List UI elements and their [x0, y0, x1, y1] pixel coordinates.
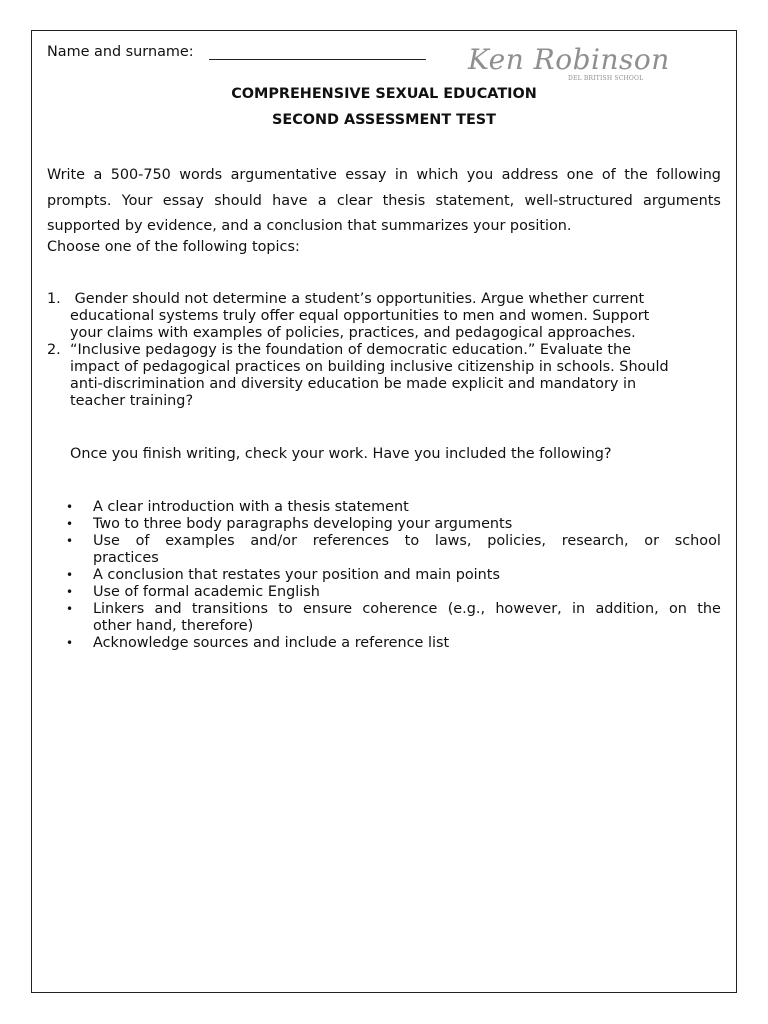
topic-line: Gender should not determine a student’s opportunities. Argue whether current [70, 291, 645, 307]
bullet-icon: • [66, 534, 74, 548]
name-surname-label: Name and surname: [47, 44, 194, 60]
bullet-icon: • [66, 500, 74, 514]
checklist-item [66, 516, 721, 533]
checklist [66, 499, 721, 652]
bullet-icon: • [66, 585, 74, 599]
bullet-icon: • [66, 602, 74, 616]
checklist-item [66, 533, 721, 567]
school-logo [468, 43, 670, 85]
topic-line: anti-discrimination and diversity education be made explicit and mandatory in [70, 376, 637, 392]
topic-line: teacher training? [70, 393, 194, 409]
checklist-intro: Once you finish writing, check your work. Have you included the following? [70, 446, 612, 462]
instructions-paragraph [47, 163, 721, 240]
topic-line: educational systems truly offer equal opportunities to men and women. Support [70, 308, 650, 324]
checklist-line: A conclusion that restates your position and main points [93, 567, 500, 583]
checklist-line: Acknowledge sources and include a reference list [93, 635, 450, 651]
instructions-line: Write a 500-750 words argumentative essay in which you address one of the following [47, 167, 721, 183]
topic-line: your claims with examples of policies, practices, and pedagogical approaches. [70, 325, 636, 341]
logo-name: Ken Robinson [468, 43, 670, 76]
checklist-line: Use of examples and/or references to laws, policies, research, or school [93, 533, 721, 549]
document-title: COMPREHENSIVE SEXUAL EDUCATION [231, 86, 537, 102]
instructions-line: prompts. Your essay should have a clear thesis statement, well-structured arguments [47, 192, 721, 209]
checklist-line: Two to three body paragraphs developing your arguments [93, 516, 513, 532]
bullet-icon: • [66, 568, 74, 582]
document-subtitle: SECOND ASSESSMENT TEST [272, 112, 496, 128]
checklist-line: practices [93, 550, 159, 566]
topic-number: 1. [47, 291, 61, 307]
topic-item [47, 291, 721, 342]
topic-line: “Inclusive pedagogy is the foundation of democratic education.” Evaluate the [70, 342, 631, 358]
bullet-icon: • [66, 636, 74, 650]
checklist-line: A clear introduction with a thesis statement [93, 499, 409, 515]
topic-line: impact of pedagogical practices on building inclusive citizenship in schools. Should [70, 359, 669, 375]
logo-subtitle: DEL BRITISH SCHOOL [568, 75, 644, 82]
checklist-item [66, 584, 721, 601]
name-surname-line [209, 59, 426, 60]
checklist-item [66, 499, 721, 516]
checklist-line: other hand, therefore) [93, 618, 254, 634]
topic-number: 2. [47, 342, 61, 358]
instructions-line: supported by evidence, and a conclusion that summarizes your position. [47, 218, 572, 235]
choose-topic-text: Choose one of the following topics: [47, 239, 300, 255]
checklist-item [66, 601, 721, 635]
bullet-icon: • [66, 517, 74, 531]
checklist-item [66, 567, 721, 584]
checklist-item [66, 635, 721, 652]
checklist-line: Linkers and transitions to ensure coherence (e.g., however, in addition, on the [93, 601, 721, 617]
topic-list [47, 291, 721, 410]
topic-item [47, 342, 721, 410]
checklist-line: Use of formal academic English [93, 584, 320, 600]
